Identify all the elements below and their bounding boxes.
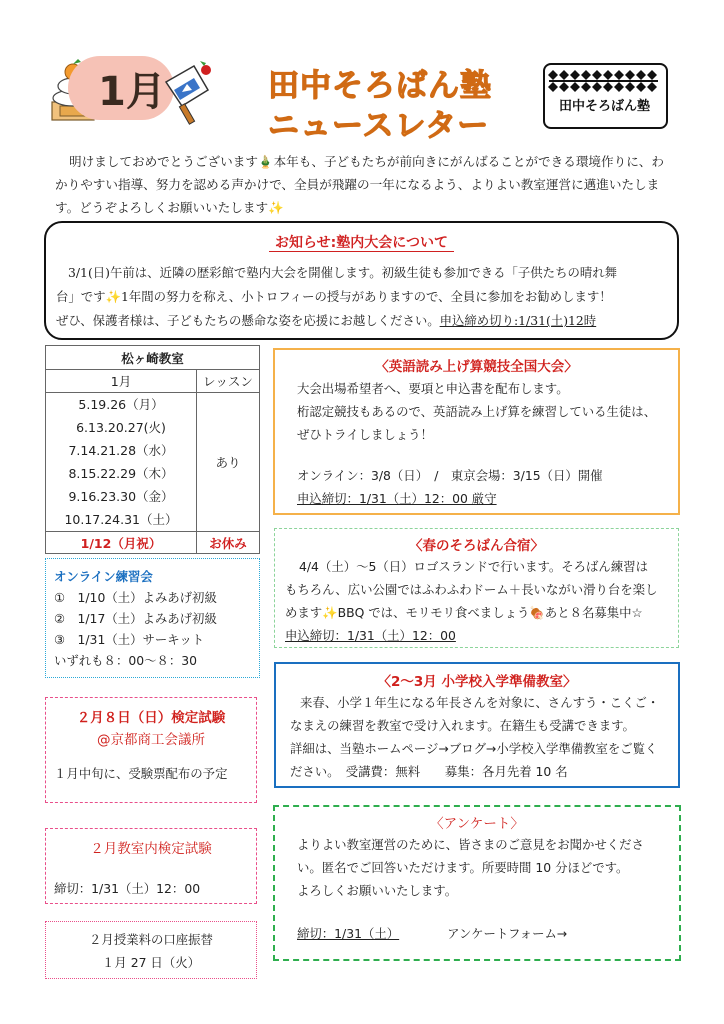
english-contest-title: 〈英語読み上げ算競技全国大会〉 [375, 359, 578, 375]
schedule-table [45, 345, 260, 554]
spring-camp-deadline: 申込締切：1/31（土）12：00 [285, 628, 456, 643]
online-practice-box [45, 558, 260, 678]
inclass-exam-deadline: 締切：1/31（土）12：00 [54, 881, 201, 896]
intro-line: かりやすい指導、努力を認める声かけで、全員が飛躍の一年になるよう、よりよい教室運営に邁進いたしま [55, 177, 660, 192]
intro-line: す。どうぞよろしくお願いいたします✨ [55, 200, 284, 215]
inclass-exam-title: ２月教室内検定試験 [90, 841, 212, 857]
lesson-dates: 5.19.26（月） 6.13.20.27(火) 7.14.21.28（水） 8.15.22.29（木） 9.16.23.30（金） 10.17.24.31（土） [46, 393, 197, 532]
logo-text: 田中そろばん塾 [558, 99, 650, 114]
english-contest-box: 〈英語読み上げ算競技全国大会〉 大会出場希望者へ、要項と申込書を配布します。 桁認定競技もあるので、英語読み上げ算を練習している生徒は、 ぜひトライしましょう！ オンライン：3/8（日） / 東京会場：3/15（日）開催 申込締切：1/31（土）12：00 厳守 [273, 348, 680, 515]
newsletter-title-line1: 田中そろばん塾 [268, 68, 492, 104]
survey-form-link[interactable]: アンケートフォーム→ [447, 926, 568, 941]
intro-line: 明けましておめでとうございます🎍本年も、子どもたちが前向きにがんばることができる環境作りに、わ [69, 154, 664, 169]
exam-place: @京都商工会議所 [97, 732, 205, 748]
online-practice-item: ③ 1/31（土）サーキット [54, 632, 205, 647]
english-contest-dates: オンライン：3/8（日） / 東京会場：3/15（日）開催 [297, 468, 603, 483]
column-header-month: 1月 [46, 370, 197, 393]
school-prep-title: 〈2〜3月 小学校入学準備教室〉 [377, 674, 577, 690]
school-prep-box: 〈2〜3月 小学校入学準備教室〉 来春、小学１年生になる年長さんを対象に、さんすう・こくご・ なまえの練習を教室で受け入れます。在籍生も受講できます。 詳細は、当塾ホームページ→ブログ→小学校入学準備教室をご覧く ださい。 受講費：無料 募集：各月先着 10 名 [274, 662, 680, 788]
hagoita-icon [160, 60, 218, 130]
exam-title: ２月８日（日）検定試験 [76, 710, 226, 726]
notice-deadline: 申込締め切り:1/31(土)12時 [439, 313, 597, 328]
survey-deadline: 締切：1/31（土） [297, 926, 400, 941]
spring-camp-title: 〈春のそろばん合宿〉 [409, 538, 544, 554]
exam-note: １月中旬に、受験票配布の予定 [54, 766, 228, 781]
spring-camp-box: 〈春のそろばん合宿〉 4/4（土）〜5（日）ロゴスランドで行います。そろばん練習は もちろん、広い公園ではふわふわドーム＋長いながい滑り台を楽し めます✨BBQ では、モリモリ食べましょう🍖あと８名募集中☆ 申込締切：1/31（土）12：00 [274, 528, 679, 648]
inclass-exam-box [45, 828, 257, 904]
holiday-date: 1/12（月祝） [46, 532, 197, 554]
online-practice-item: ② 1/17（土）よみあげ初級 [54, 611, 217, 626]
survey-box: 〈アンケート〉 よりよい教室運営のために、皆さまのご意見をお聞かせくださ い。匿名でご回答いただけます。所要時間 10 分ほどです。 よろしくお願いいたします。 締切：1/31（土） アンケートフォーム→ [273, 805, 681, 961]
notice-box [44, 221, 679, 340]
online-practice-title: オンライン練習会 [54, 569, 153, 584]
tuition-line1: ２月授業料の口座振替 [89, 932, 213, 947]
holiday-label: お休み [197, 532, 260, 554]
survey-title: 〈アンケート〉 [430, 816, 524, 832]
intro-paragraph [55, 150, 687, 219]
online-practice-note: いずれも８：00〜８：30 [54, 653, 198, 668]
online-practice-item: ① 1/10（土）よみあげ初級 [54, 590, 217, 605]
notice-title: お知らせ:塾内大会について [46, 232, 677, 252]
abacus-icon [545, 68, 662, 96]
column-header-lesson: レッスン [197, 370, 260, 393]
newsletter-title-line2: ニュースレター [268, 108, 490, 144]
tuition-box [45, 921, 257, 979]
english-contest-deadline: 申込締切：1/31（土）12：00 厳守 [297, 491, 497, 506]
lesson-value: あり [197, 393, 260, 532]
classroom-name: 松ヶ崎教室 [46, 346, 260, 370]
exam-box [45, 697, 257, 803]
tuition-line2: １月 27 日（火） [102, 955, 200, 970]
month-label: 1月 [98, 69, 166, 115]
notice-body: 3/1(日)午前は、近隣の歴彩館で塾内大会を開催します。初級生徒も参加できる「子供たちの晴れ舞 台」です✨1年間の努力を称え、小トロフィーの授与がありますので、全員に参加をお勧めします！ ぜひ、保護者様は、子どもたちの懸命な姿を応援にお越しください。申込締め切り:1/31(土)12時 [56, 265, 618, 328]
